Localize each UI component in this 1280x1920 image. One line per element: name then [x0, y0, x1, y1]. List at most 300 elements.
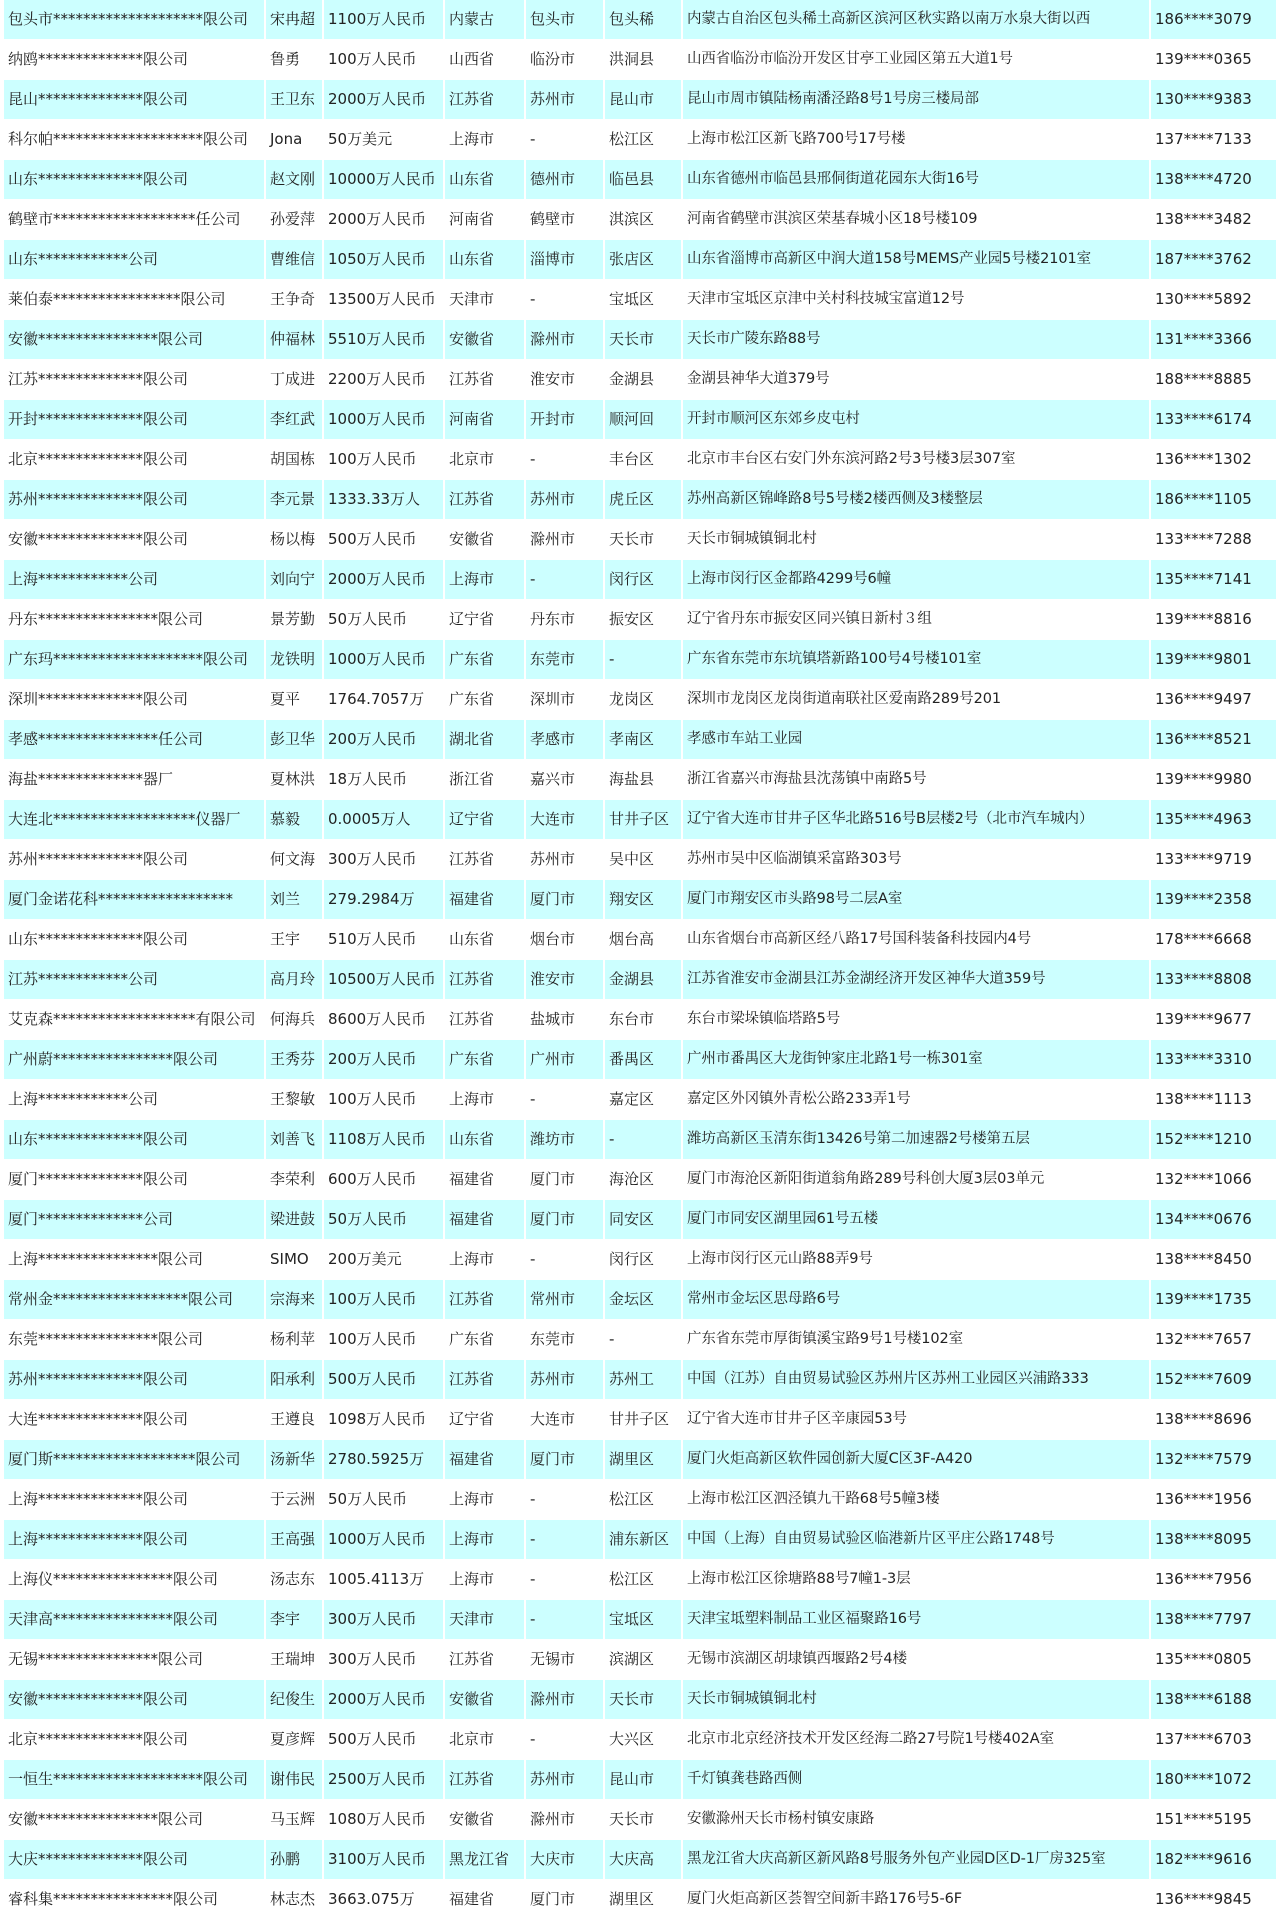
contact-cell: 谢伟民 [265, 1760, 323, 1800]
contact-cell: 赵文刚 [265, 160, 323, 200]
contact-cell: 王秀芬 [265, 1040, 323, 1080]
province-cell: 上海市 [444, 1080, 525, 1120]
phone-cell: 134****0676 [1150, 1200, 1276, 1240]
table-row [4, 760, 1276, 800]
contact-cell: 曹维信 [265, 240, 323, 280]
capital-cell: 1000万人民币 [323, 1520, 444, 1560]
city-cell: 苏州市 [525, 1760, 604, 1800]
district-cell: 吴中区 [604, 840, 682, 880]
phone-cell: 138****3482 [1150, 200, 1276, 240]
province-cell: 辽宁省 [444, 800, 525, 840]
contact-cell: 王宇 [265, 920, 323, 960]
capital-cell: 510万人民币 [323, 920, 444, 960]
address-cell: 天津宝坻塑料制品工业区福聚路16号 [682, 1600, 1150, 1640]
district-cell: 嘉定区 [604, 1080, 682, 1120]
phone-cell: 138****8095 [1150, 1520, 1276, 1560]
table-row [4, 400, 1276, 440]
contact-cell: 彭卫华 [265, 720, 323, 760]
company-name-cell: 安徽**************限公司 [4, 520, 265, 560]
contact-cell: SIMO [265, 1240, 323, 1280]
phone-cell: 130****5892 [1150, 280, 1276, 320]
province-cell: 黑龙江省 [444, 1840, 525, 1880]
contact-cell: 胡国栋 [265, 440, 323, 480]
company-name-cell: 广州蔚****************限公司 [4, 1040, 265, 1080]
capital-cell: 50万人民币 [323, 1480, 444, 1520]
address-cell: 天长市铜城镇铜北村 [682, 520, 1150, 560]
table-row [4, 520, 1276, 560]
company-name-cell: 苏州**************限公司 [4, 480, 265, 520]
city-cell: 滁州市 [525, 320, 604, 360]
capital-cell: 2000万人民币 [323, 200, 444, 240]
capital-cell: 2780.5925万 [323, 1440, 444, 1480]
city-cell: - [525, 280, 604, 320]
district-cell: 天长市 [604, 1800, 682, 1840]
city-cell: 潍坊市 [525, 1120, 604, 1160]
address-cell: 广州市番禺区大龙街钟家庄北路1号一栋301室 [682, 1040, 1150, 1080]
district-cell: 松江区 [604, 1560, 682, 1600]
capital-cell: 5510万人民币 [323, 320, 444, 360]
district-cell: 松江区 [604, 120, 682, 160]
province-cell: 福建省 [444, 1160, 525, 1200]
province-cell: 福建省 [444, 1200, 525, 1240]
phone-cell: 186****3079 [1150, 0, 1276, 40]
contact-cell: 宗海来 [265, 1280, 323, 1320]
district-cell: 龙岗区 [604, 680, 682, 720]
company-name-cell: 广东玛********************限公司 [4, 640, 265, 680]
table-row [4, 920, 1276, 960]
company-name-cell: 北京**************限公司 [4, 1720, 265, 1760]
address-cell: 广东省东莞市厚街镇溪宝路9号1号楼102室 [682, 1320, 1150, 1360]
company-name-cell: 上海**************限公司 [4, 1520, 265, 1560]
province-cell: 辽宁省 [444, 600, 525, 640]
phone-cell: 151****5195 [1150, 1800, 1276, 1840]
district-cell: 大庆高 [604, 1840, 682, 1880]
capital-cell: 1080万人民币 [323, 1800, 444, 1840]
company-name-cell: 山东**************限公司 [4, 160, 265, 200]
table-row [4, 1880, 1276, 1920]
capital-cell: 3663.075万 [323, 1880, 444, 1920]
address-cell: 开封市顺河区东郊乡皮屯村 [682, 400, 1150, 440]
address-cell: 厦门火炬高新区荟智空间新丰路176号5-6F [682, 1880, 1150, 1920]
phone-cell: 132****1066 [1150, 1160, 1276, 1200]
contact-cell: 何文海 [265, 840, 323, 880]
capital-cell: 13500万人民币 [323, 280, 444, 320]
address-cell: 孝感市车站工业园 [682, 720, 1150, 760]
city-cell: 东莞市 [525, 640, 604, 680]
company-name-cell: 大连**************限公司 [4, 1400, 265, 1440]
table-row [4, 1520, 1276, 1560]
city-cell: 厦门市 [525, 880, 604, 920]
city-cell: - [525, 1480, 604, 1520]
district-cell: 湖里区 [604, 1880, 682, 1920]
district-cell: 湖里区 [604, 1440, 682, 1480]
province-cell: 内蒙古 [444, 0, 525, 40]
capital-cell: 1333.33万人 [323, 480, 444, 520]
city-cell: 广州市 [525, 1040, 604, 1080]
address-cell: 厦门火炬高新区软件园创新大厦C区3F-A420 [682, 1440, 1150, 1480]
capital-cell: 50万人民币 [323, 600, 444, 640]
district-cell: 闵行区 [604, 1240, 682, 1280]
phone-cell: 180****1072 [1150, 1760, 1276, 1800]
capital-cell: 200万美元 [323, 1240, 444, 1280]
address-cell: 上海市松江区新飞路700号17号楼 [682, 120, 1150, 160]
city-cell: 嘉兴市 [525, 760, 604, 800]
capital-cell: 1100万人民币 [323, 0, 444, 40]
city-cell: - [525, 1560, 604, 1600]
province-cell: 上海市 [444, 120, 525, 160]
address-cell: 昆山市周市镇陆杨南潘泾路8号1号房三楼局部 [682, 80, 1150, 120]
company-name-cell: 苏州**************限公司 [4, 840, 265, 880]
capital-cell: 18万人民币 [323, 760, 444, 800]
province-cell: 安徽省 [444, 520, 525, 560]
address-cell: 无锡市滨湖区胡埭镇西堰路2号4楼 [682, 1640, 1150, 1680]
phone-cell: 136****1302 [1150, 440, 1276, 480]
contact-cell: 高月玲 [265, 960, 323, 1000]
contact-cell: 鲁勇 [265, 40, 323, 80]
city-cell: 无锡市 [525, 1640, 604, 1680]
district-cell: 昆山市 [604, 80, 682, 120]
company-name-cell: 睿科集****************限公司 [4, 1880, 265, 1920]
contact-cell: 丁成进 [265, 360, 323, 400]
capital-cell: 500万人民币 [323, 1360, 444, 1400]
contact-cell: 纪俊生 [265, 1680, 323, 1720]
capital-cell: 3100万人民币 [323, 1840, 444, 1880]
province-cell: 河南省 [444, 400, 525, 440]
table-row [4, 1720, 1276, 1760]
table-row [4, 320, 1276, 360]
province-cell: 天津市 [444, 1600, 525, 1640]
district-cell: 虎丘区 [604, 480, 682, 520]
company-name-cell: 厦门**************公司 [4, 1200, 265, 1240]
company-name-cell: 纳鸥**************限公司 [4, 40, 265, 80]
phone-cell: 152****7609 [1150, 1360, 1276, 1400]
province-cell: 江苏省 [444, 1760, 525, 1800]
city-cell: 厦门市 [525, 1880, 604, 1920]
province-cell: 安徽省 [444, 1800, 525, 1840]
city-cell: 包头市 [525, 0, 604, 40]
company-name-cell: 北京**************限公司 [4, 440, 265, 480]
company-name-cell: 上海************公司 [4, 1080, 265, 1120]
city-cell: 东莞市 [525, 1320, 604, 1360]
table-row [4, 0, 1276, 40]
company-name-cell: 上海仪****************限公司 [4, 1560, 265, 1600]
capital-cell: 0.0005万人 [323, 800, 444, 840]
company-name-cell: 包头市********************限公司 [4, 0, 265, 40]
capital-cell: 1098万人民币 [323, 1400, 444, 1440]
capital-cell: 600万人民币 [323, 1160, 444, 1200]
contact-cell: 仲福林 [265, 320, 323, 360]
capital-cell: 1000万人民币 [323, 400, 444, 440]
contact-cell: 马玉辉 [265, 1800, 323, 1840]
company-name-cell: 深圳**************限公司 [4, 680, 265, 720]
phone-cell: 138****7797 [1150, 1600, 1276, 1640]
address-cell: 广东省东莞市东坑镇塔新路100号4号楼101室 [682, 640, 1150, 680]
province-cell: 广东省 [444, 640, 525, 680]
phone-cell: 137****7133 [1150, 120, 1276, 160]
district-cell: 滨湖区 [604, 1640, 682, 1680]
city-cell: 常州市 [525, 1280, 604, 1320]
company-name-cell: 山东************公司 [4, 240, 265, 280]
table-row [4, 1120, 1276, 1160]
city-cell: 德州市 [525, 160, 604, 200]
city-cell: 滁州市 [525, 1680, 604, 1720]
phone-cell: 131****3366 [1150, 320, 1276, 360]
city-cell: 丹东市 [525, 600, 604, 640]
address-cell: 江苏省淮安市金湖县江苏金湖经济开发区神华大道359号 [682, 960, 1150, 1000]
address-cell: 厦门市翔安区市头路98号二层A室 [682, 880, 1150, 920]
address-cell: 辽宁省大连市甘井子区辛康园53号 [682, 1400, 1150, 1440]
contact-cell: 王高强 [265, 1520, 323, 1560]
province-cell: 江苏省 [444, 1280, 525, 1320]
city-cell: 厦门市 [525, 1160, 604, 1200]
phone-cell: 178****6668 [1150, 920, 1276, 960]
table-row [4, 1760, 1276, 1800]
district-cell: - [604, 1320, 682, 1360]
province-cell: 江苏省 [444, 840, 525, 880]
table-row [4, 200, 1276, 240]
table-row [4, 840, 1276, 880]
phone-cell: 139****8816 [1150, 600, 1276, 640]
table-row [4, 1240, 1276, 1280]
phone-cell: 133****8808 [1150, 960, 1276, 1000]
city-cell: 苏州市 [525, 840, 604, 880]
address-cell: 潍坊高新区玉清东街13426号第二加速器2号楼第五层 [682, 1120, 1150, 1160]
table-row [4, 1080, 1276, 1120]
company-name-cell: 东莞****************限公司 [4, 1320, 265, 1360]
phone-cell: 135****4963 [1150, 800, 1276, 840]
capital-cell: 2000万人民币 [323, 560, 444, 600]
company-name-cell: 厦门金诺花科****************** [4, 880, 265, 920]
phone-cell: 136****9497 [1150, 680, 1276, 720]
district-cell: - [604, 640, 682, 680]
table-row [4, 1840, 1276, 1880]
phone-cell: 182****9616 [1150, 1840, 1276, 1880]
company-name-cell: 艾克森*******************有限公司 [4, 1000, 265, 1040]
table-row [4, 240, 1276, 280]
district-cell: 宝坻区 [604, 1600, 682, 1640]
capital-cell: 1108万人民币 [323, 1120, 444, 1160]
contact-cell: 宋冉超 [265, 0, 323, 40]
address-cell: 辽宁省大连市甘井子区华北路516号B层楼2号（北市汽车城内） [682, 800, 1150, 840]
city-cell: 烟台市 [525, 920, 604, 960]
phone-cell: 186****1105 [1150, 480, 1276, 520]
capital-cell: 300万人民币 [323, 1640, 444, 1680]
contact-cell: 王争奇 [265, 280, 323, 320]
city-cell: 苏州市 [525, 1360, 604, 1400]
phone-cell: 136****7956 [1150, 1560, 1276, 1600]
contact-cell: 刘兰 [265, 880, 323, 920]
district-cell: 烟台高 [604, 920, 682, 960]
city-cell: - [525, 1720, 604, 1760]
company-name-cell: 厦门斯*******************限公司 [4, 1440, 265, 1480]
capital-cell: 1050万人民币 [323, 240, 444, 280]
district-cell: 番禺区 [604, 1040, 682, 1080]
district-cell: 张店区 [604, 240, 682, 280]
table-row [4, 1040, 1276, 1080]
province-cell: 广东省 [444, 680, 525, 720]
province-cell: 广东省 [444, 1320, 525, 1360]
city-cell: 大连市 [525, 800, 604, 840]
phone-cell: 132****7657 [1150, 1320, 1276, 1360]
address-cell: 山东省德州市临邑县邢侗街道花园东大街16号 [682, 160, 1150, 200]
capital-cell: 50万人民币 [323, 1200, 444, 1240]
phone-cell: 132****7579 [1150, 1440, 1276, 1480]
phone-cell: 135****7141 [1150, 560, 1276, 600]
district-cell: 浦东新区 [604, 1520, 682, 1560]
table-row [4, 1000, 1276, 1040]
province-cell: 江苏省 [444, 960, 525, 1000]
province-cell: 上海市 [444, 1240, 525, 1280]
district-cell: 松江区 [604, 1480, 682, 1520]
table-row [4, 1200, 1276, 1240]
city-cell: 苏州市 [525, 80, 604, 120]
contact-cell: 杨以梅 [265, 520, 323, 560]
city-cell: - [525, 560, 604, 600]
capital-cell: 1000万人民币 [323, 640, 444, 680]
contact-cell: 刘善飞 [265, 1120, 323, 1160]
capital-cell: 2500万人民币 [323, 1760, 444, 1800]
company-name-cell: 大庆**************限公司 [4, 1840, 265, 1880]
phone-cell: 188****8885 [1150, 360, 1276, 400]
district-cell: 同安区 [604, 1200, 682, 1240]
company-name-cell: 山东**************限公司 [4, 1120, 265, 1160]
district-cell: 天长市 [604, 320, 682, 360]
table-row [4, 1160, 1276, 1200]
contact-cell: 王卫东 [265, 80, 323, 120]
contact-cell: 杨利苹 [265, 1320, 323, 1360]
contact-cell: 孙爱萍 [265, 200, 323, 240]
phone-cell: 139****9677 [1150, 1000, 1276, 1040]
district-cell: 临邑县 [604, 160, 682, 200]
contact-cell: 王遵良 [265, 1400, 323, 1440]
address-cell: 北京市北京经济技术开发区经海二路27号院1号楼402A室 [682, 1720, 1150, 1760]
capital-cell: 300万人民币 [323, 840, 444, 880]
province-cell: 河南省 [444, 200, 525, 240]
city-cell: 淮安市 [525, 960, 604, 1000]
province-cell: 上海市 [444, 1480, 525, 1520]
contact-cell: 梁进鼓 [265, 1200, 323, 1240]
phone-cell: 136****8521 [1150, 720, 1276, 760]
district-cell: 大兴区 [604, 1720, 682, 1760]
company-name-cell: 安徽****************限公司 [4, 320, 265, 360]
province-cell: 山东省 [444, 160, 525, 200]
city-cell: 深圳市 [525, 680, 604, 720]
province-cell: 江苏省 [444, 1000, 525, 1040]
city-cell: 鹤壁市 [525, 200, 604, 240]
table-row [4, 1480, 1276, 1520]
address-cell: 中国（江苏）自由贸易试验区苏州片区苏州工业园区兴浦路333 [682, 1360, 1150, 1400]
phone-cell: 139****1735 [1150, 1280, 1276, 1320]
district-cell: 海沧区 [604, 1160, 682, 1200]
city-cell: 大庆市 [525, 1840, 604, 1880]
capital-cell: 200万人民币 [323, 720, 444, 760]
address-cell: 天长市广陵东路88号 [682, 320, 1150, 360]
city-cell: 滁州市 [525, 520, 604, 560]
contact-cell: 刘向宁 [265, 560, 323, 600]
company-name-cell: 开封**************限公司 [4, 400, 265, 440]
capital-cell: 279.2984万 [323, 880, 444, 920]
table-row [4, 1320, 1276, 1360]
district-cell: 包头稀 [604, 0, 682, 40]
city-cell: - [525, 1600, 604, 1640]
table-row [4, 1560, 1276, 1600]
phone-cell: 136****1956 [1150, 1480, 1276, 1520]
city-cell: 大连市 [525, 1400, 604, 1440]
capital-cell: 8600万人民币 [323, 1000, 444, 1040]
address-cell: 北京市丰台区右安门外东滨河路2号3号楼3层307室 [682, 440, 1150, 480]
district-cell: - [604, 1120, 682, 1160]
province-cell: 江苏省 [444, 80, 525, 120]
phone-cell: 139****2358 [1150, 880, 1276, 920]
address-cell: 上海市闵行区金都路4299号6幢 [682, 560, 1150, 600]
contact-cell: 慕毅 [265, 800, 323, 840]
table-row [4, 800, 1276, 840]
contact-cell: 李元景 [265, 480, 323, 520]
contact-cell: 夏平 [265, 680, 323, 720]
address-cell: 上海市闵行区元山路88弄9号 [682, 1240, 1150, 1280]
company-name-cell: 上海************公司 [4, 560, 265, 600]
city-cell: 盐城市 [525, 1000, 604, 1040]
contact-cell: 夏彦辉 [265, 1720, 323, 1760]
district-cell: 闵行区 [604, 560, 682, 600]
district-cell: 金湖县 [604, 360, 682, 400]
district-cell: 孝南区 [604, 720, 682, 760]
district-cell: 天长市 [604, 1680, 682, 1720]
city-cell: - [525, 1240, 604, 1280]
capital-cell: 100万人民币 [323, 40, 444, 80]
address-cell: 山东省烟台市高新区经八路17号国科装备科技园内4号 [682, 920, 1150, 960]
company-name-cell: 鹤壁市*******************任公司 [4, 200, 265, 240]
phone-cell: 138****8696 [1150, 1400, 1276, 1440]
province-cell: 北京市 [444, 1720, 525, 1760]
company-name-cell: 山东**************限公司 [4, 920, 265, 960]
table-row [4, 160, 1276, 200]
company-name-cell: 江苏************公司 [4, 960, 265, 1000]
province-cell: 山东省 [444, 240, 525, 280]
province-cell: 山西省 [444, 40, 525, 80]
province-cell: 安徽省 [444, 1680, 525, 1720]
district-cell: 丰台区 [604, 440, 682, 480]
district-cell: 昆山市 [604, 1760, 682, 1800]
table-row [4, 960, 1276, 1000]
table-row [4, 1440, 1276, 1480]
city-cell: 淄博市 [525, 240, 604, 280]
table-row [4, 1680, 1276, 1720]
address-cell: 内蒙古自治区包头稀土高新区滨河区秋实路以南万水泉大街以西 [682, 0, 1150, 40]
contact-cell: 李荣利 [265, 1160, 323, 1200]
province-cell: 山东省 [444, 920, 525, 960]
capital-cell: 1005.4113万 [323, 1560, 444, 1600]
table-row [4, 1800, 1276, 1840]
province-cell: 辽宁省 [444, 1400, 525, 1440]
address-cell: 黑龙江省大庆高新区新风路8号服务外包产业园D区D-1厂房325室 [682, 1840, 1150, 1880]
table-row [4, 1280, 1276, 1320]
phone-cell: 133****9719 [1150, 840, 1276, 880]
city-cell: 开封市 [525, 400, 604, 440]
province-cell: 广东省 [444, 1040, 525, 1080]
district-cell: 洪洞县 [604, 40, 682, 80]
table-row [4, 1400, 1276, 1440]
phone-cell: 136****9845 [1150, 1880, 1276, 1920]
company-name-cell: 江苏**************限公司 [4, 360, 265, 400]
district-cell: 顺河回 [604, 400, 682, 440]
capital-cell: 2200万人民币 [323, 360, 444, 400]
table-row [4, 120, 1276, 160]
table-row [4, 680, 1276, 720]
contact-cell: 王黎敏 [265, 1080, 323, 1120]
phone-cell: 138****4720 [1150, 160, 1276, 200]
district-cell: 翔安区 [604, 880, 682, 920]
